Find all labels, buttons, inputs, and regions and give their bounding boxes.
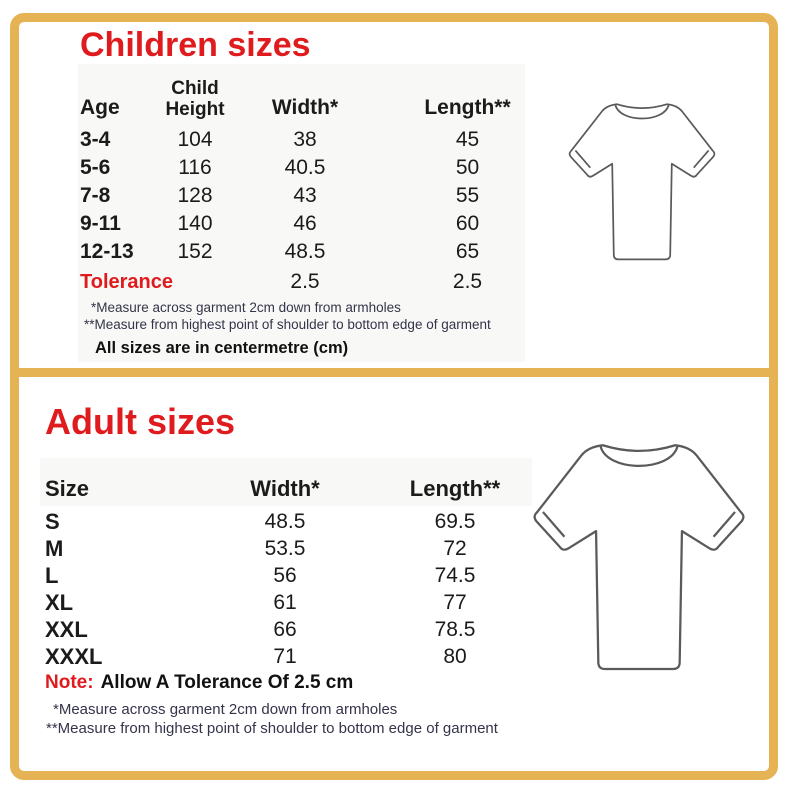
tolerance-length-cell: 2.5: [452, 270, 483, 293]
length-cell: 45: [455, 128, 480, 151]
column-header-width: Width*: [250, 476, 320, 501]
length-cell: 80: [443, 644, 467, 668]
size-cell: L: [45, 562, 59, 588]
panel-divider: [19, 368, 769, 377]
column-header-size: Size: [45, 476, 90, 501]
tolerance-label: Tolerance: [80, 270, 173, 293]
width-cell: 56: [273, 563, 297, 587]
age-cell: 3-4: [80, 128, 111, 151]
column-header-length: Length**: [424, 96, 511, 119]
length-cell: 72: [443, 536, 467, 560]
width-cell: 71: [273, 644, 297, 668]
units-note: All sizes are in centermetre (cm): [95, 339, 349, 357]
column-header-width: Width*: [271, 96, 339, 119]
height-cell: 140: [177, 212, 213, 235]
width-cell: 53.5: [264, 536, 306, 560]
note-label: Note:: [45, 672, 94, 693]
child-height-line1: Child: [171, 78, 219, 99]
children-footnote-width: *Measure across garment 2cm down from armholes: [91, 300, 401, 315]
children-footnote-length: **Measure from highest point of shoulder to bottom edge of garment: [84, 317, 491, 332]
width-cell: 61: [273, 590, 297, 614]
width-cell: 38: [293, 128, 317, 151]
tolerance-width-cell: 2.5: [290, 270, 320, 293]
width-cell: 46: [293, 212, 317, 235]
age-cell: 9-11: [80, 212, 121, 235]
note-text: Allow A Tolerance Of 2.5 cm: [100, 672, 354, 693]
child-height-line2: Height: [165, 99, 225, 120]
length-cell: 74.5: [434, 563, 476, 587]
age-cell: 5-6: [80, 156, 111, 179]
height-cell: 104: [177, 128, 213, 151]
length-cell: 78.5: [434, 617, 476, 641]
size-cell: XXL: [45, 616, 88, 642]
adult-footnote-length: **Measure from highest point of shoulder to bottom edge of garment: [46, 720, 498, 737]
size-cell: XL: [45, 589, 74, 615]
adult-footnotes: [46, 700, 498, 738]
adult-panel-title: Adult sizes: [45, 401, 236, 442]
width-cell: 40.5: [284, 156, 326, 179]
column-header-child-height: [150, 70, 240, 126]
age-cell: 7-8: [80, 184, 111, 207]
tshirt-icon: [563, 94, 721, 268]
height-cell: 152: [177, 240, 213, 263]
width-cell: 48.5: [284, 240, 326, 263]
age-cell: 12-13: [80, 240, 134, 263]
length-cell: 69.5: [434, 509, 476, 533]
column-header-length: Length**: [409, 476, 501, 501]
length-cell: 77: [443, 590, 467, 614]
length-cell: 55: [455, 184, 480, 207]
width-cell: 48.5: [264, 509, 306, 533]
adult-size-table: [45, 470, 525, 670]
size-cell: M: [45, 535, 64, 561]
tshirt-icon: [526, 430, 752, 682]
length-cell: 60: [455, 212, 480, 235]
tolerance-note: [45, 672, 353, 694]
length-cell: 50: [455, 156, 480, 179]
height-cell: 128: [177, 184, 213, 207]
width-cell: 43: [293, 184, 317, 207]
width-cell: 66: [273, 617, 297, 641]
length-cell: 65: [455, 240, 480, 263]
size-cell: S: [45, 508, 60, 534]
column-header-age: Age: [80, 96, 120, 119]
children-footnotes: [84, 299, 491, 333]
adult-footnote-width: *Measure across garment 2cm down from armholes: [53, 701, 398, 718]
children-size-table: [80, 70, 565, 298]
height-cell: 116: [178, 156, 212, 179]
size-cell: XXXL: [45, 643, 103, 669]
children-panel-title: Children sizes: [80, 26, 311, 64]
